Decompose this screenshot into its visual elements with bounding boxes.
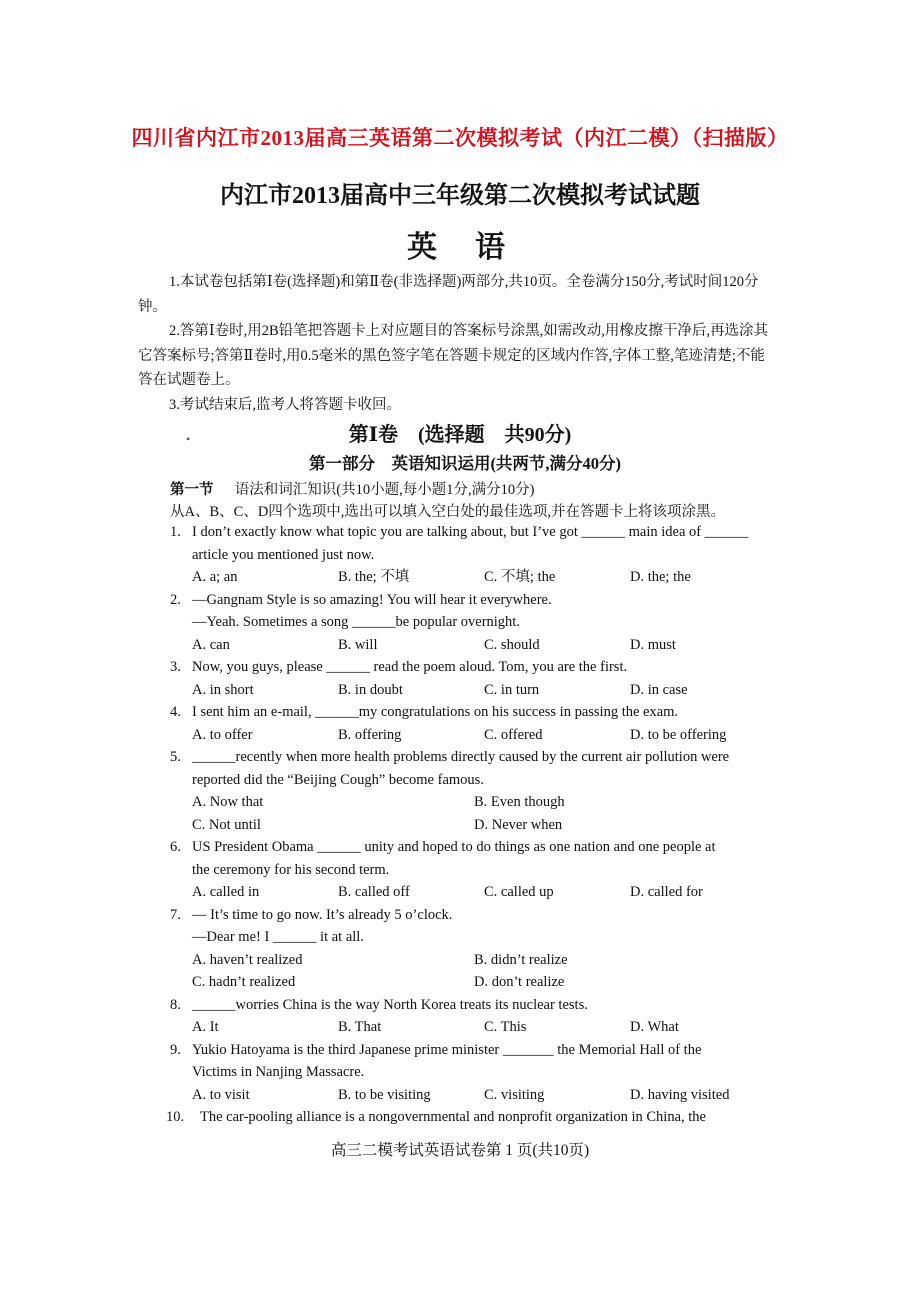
answer-options: [192, 724, 776, 747]
option-a: A. to offer: [192, 726, 253, 743]
option-d: D. the; the: [630, 569, 691, 585]
instruction-item: 3.考试结束后,监考人将答题卡收回。: [169, 396, 401, 413]
question-list: [166, 521, 776, 1129]
question-number: 1.: [170, 524, 181, 540]
option-d: D. called for: [630, 884, 703, 900]
question-number: 2.: [170, 591, 181, 608]
question-stem: Victims in Nanjing Massacre.: [192, 1064, 365, 1080]
section-title: 第Ⅰ卷 (选择题 共90分): [348, 424, 572, 446]
question-8: [170, 994, 776, 1039]
instruction-item: 2.答第Ⅰ卷时,用2B铅笔把答题卡上对应题目的答案标号涂黑,如需改动,用橡皮擦干净后,再选涂其它答案标号;答第Ⅱ卷时,用0.5毫米的黑色签字笔在答题卡规定的区域内作答,字体工整,笔迹清楚;不能答在试题卷上。: [138, 323, 769, 388]
option-a: A. It: [192, 1019, 219, 1035]
subsection-text: 语法和词汇知识(共10小题,每小题1分,满分10分): [234, 482, 535, 498]
question-stem: article you mentioned just now.: [192, 546, 375, 563]
option-c: C. 不填; the: [484, 569, 556, 585]
question-number: 8.: [170, 996, 181, 1013]
exam-title: 内江市2013届高中三年级第二次模拟考试试题: [220, 183, 700, 209]
option-a: A. can: [192, 636, 230, 653]
document-source-title: 四川省内江市2013届高三英语第二次模拟考试（内江二模）（扫描版）: [131, 126, 789, 150]
question-1: [170, 521, 776, 589]
question-10: [166, 1106, 776, 1129]
question-number: 6.: [170, 839, 181, 855]
option-b: B. the; 不填: [338, 569, 410, 585]
option-a: A. called in: [192, 884, 260, 900]
option-a: A. in short: [192, 681, 254, 698]
option-c: C. should: [484, 636, 540, 653]
question-9: [170, 1039, 776, 1107]
answer-options: [192, 566, 776, 589]
option-a: A. haven’t realized: [192, 951, 303, 968]
question-stem: ______worries China is the way North Korea treats its nuclear tests.: [192, 996, 588, 1013]
option-c: C. hadn’t realized: [192, 974, 296, 990]
exam-instructions: [138, 270, 774, 417]
option-d: D. don’t realize: [474, 974, 565, 990]
question-stem: ______recently when more health problems directly caused by the current air pollution were: [192, 749, 730, 765]
subsection-heading: [170, 478, 534, 499]
option-c: C. Not until: [192, 816, 261, 833]
answer-options: [192, 679, 776, 702]
option-d: D. must: [630, 636, 676, 653]
answer-options: [192, 971, 776, 994]
option-b: B. offering: [338, 726, 402, 743]
option-b: B. Even though: [474, 794, 565, 810]
option-d: D. Never when: [474, 816, 563, 833]
question-number: 3.: [170, 659, 181, 675]
option-c: C. visiting: [484, 1086, 545, 1103]
subsection-directions: 从A、B、C、D四个选项中,选出可以填入空白处的最佳选项,并在答题卡上将该项涂黑。: [170, 504, 726, 520]
question-stem: I don’t exactly know what topic you are talking about, but I’ve got ______ main idea of ______: [192, 524, 749, 540]
option-d: D. having visited: [630, 1086, 730, 1103]
option-c: C. in turn: [484, 681, 540, 698]
question-stem: I sent him an e-mail, ______my congratulations on his success in passing the exam.: [192, 704, 679, 720]
option-a: A. a; an: [192, 569, 238, 585]
question-3: [170, 656, 776, 701]
page-footer: 高三二模考试英语试卷第 1 页(共10页): [330, 1142, 590, 1159]
question-number: 7.: [170, 906, 181, 923]
scan-speck: •: [186, 432, 191, 446]
option-d: D. to be offering: [630, 726, 727, 743]
question-2: [170, 589, 776, 657]
question-5: [170, 746, 776, 836]
option-d: D. What: [630, 1019, 679, 1035]
option-b: B. didn’t realize: [474, 951, 568, 968]
option-c: C. offered: [484, 726, 543, 743]
option-b: B. to be visiting: [338, 1086, 431, 1103]
option-a: A. to visit: [192, 1086, 250, 1103]
question-stem: —Yeah. Sometimes a song ______be popular overnight.: [192, 614, 520, 630]
answer-options: [192, 1016, 776, 1039]
subsection-label: 第一节: [170, 482, 214, 498]
part-title: 第一部分 英语知识运用(共两节,满分40分): [308, 454, 622, 473]
question-stem: —Gangnam Style is so amazing! You will hear it everywhere.: [192, 591, 552, 608]
option-b: B. That: [338, 1019, 382, 1035]
question-6: [170, 836, 776, 904]
question-stem: —Dear me! I ______ it at all.: [192, 929, 364, 945]
answer-options: [192, 881, 776, 904]
answer-options: [192, 634, 776, 657]
option-c: C. called up: [484, 884, 554, 900]
question-7: [170, 904, 776, 994]
question-stem: Yukio Hatoyama is the third Japanese prime minister _______ the Memorial Hall of the: [192, 1041, 702, 1058]
question-number: 9.: [170, 1041, 181, 1058]
question-4: [170, 701, 776, 746]
subject-title: 英语: [407, 231, 543, 264]
answer-options: [192, 949, 776, 972]
instruction-item: 1.本试卷包括第Ⅰ卷(选择题)和第Ⅱ卷(非选择题)两部分,共10页。全卷满分150分,考试时间120分钟。: [138, 274, 759, 315]
option-a: A. Now that: [192, 794, 264, 810]
option-b: B. in doubt: [338, 681, 403, 698]
answer-options: [192, 1084, 776, 1107]
option-d: D. in case: [630, 681, 688, 698]
option-b: B. will: [338, 636, 378, 653]
answer-options: [192, 791, 776, 814]
question-stem: US President Obama ______ unity and hoped to do things as one nation and one people at: [192, 839, 716, 855]
question-stem: Now, you guys, please ______ read the poem aloud. Tom, you are the first.: [192, 659, 628, 675]
answer-options: [192, 814, 776, 837]
question-number: 4.: [170, 704, 181, 720]
question-stem: reported did the “Beijing Cough” become famous.: [192, 771, 484, 788]
option-c: C. This: [484, 1019, 527, 1035]
question-stem: the ceremony for his second term.: [192, 861, 390, 878]
option-b: B. called off: [338, 884, 410, 900]
question-number: 10.: [166, 1109, 185, 1125]
question-stem: — It’s time to go now. It’s already 5 o’clock.: [192, 906, 453, 923]
question-stem: The car-pooling alliance is a nongovernmental and nonprofit organization in China, the: [200, 1109, 706, 1125]
question-number: 5.: [170, 749, 181, 765]
